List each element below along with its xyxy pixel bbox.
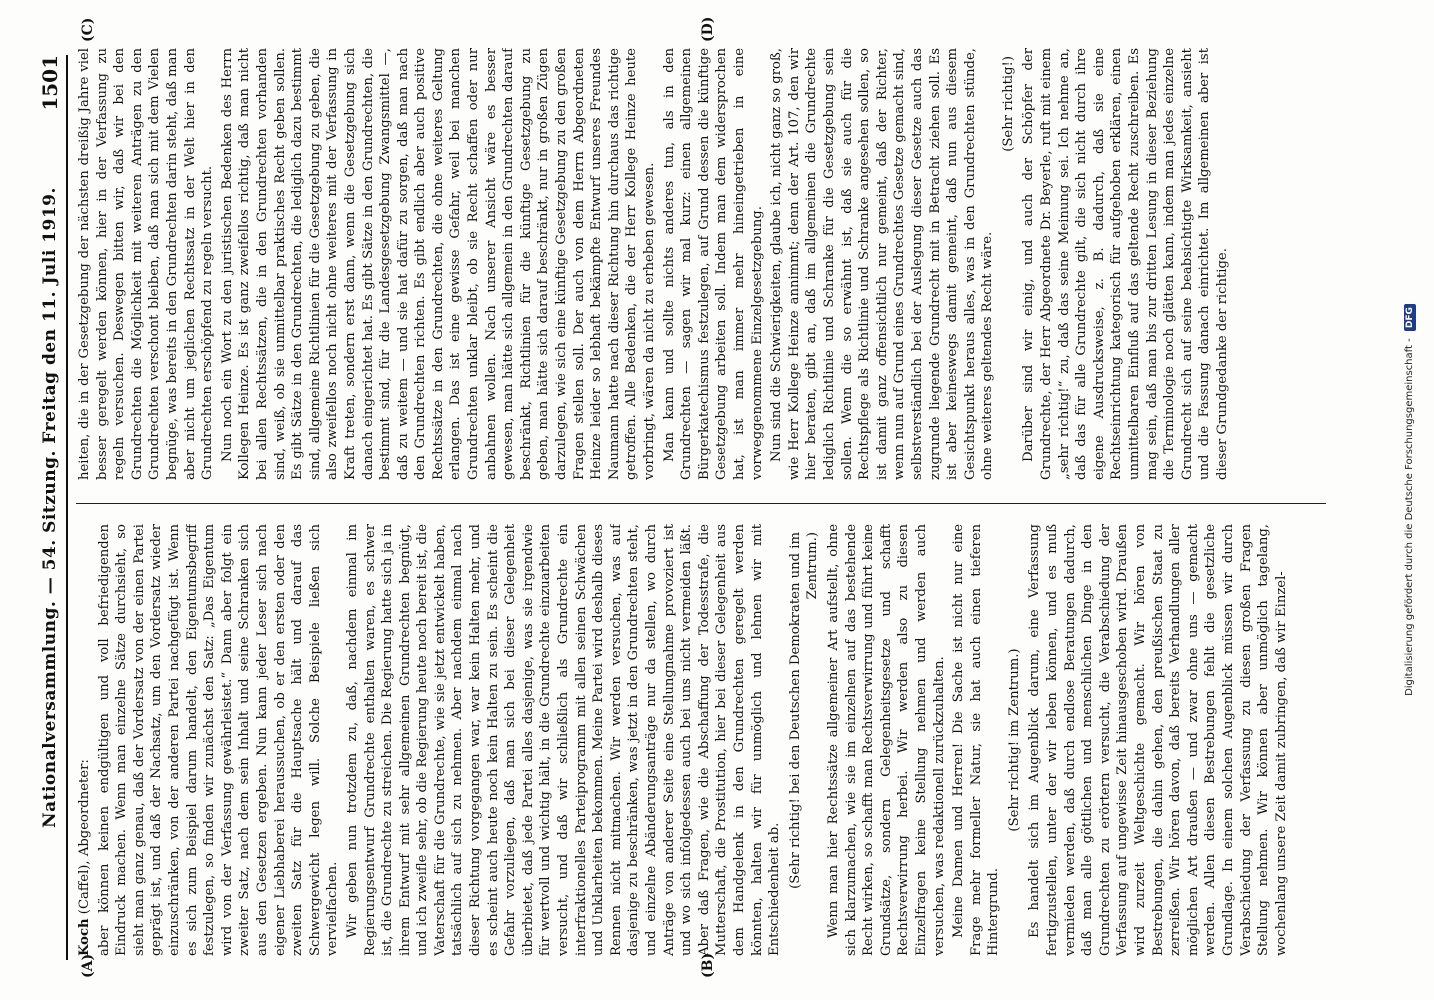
margin-mark-d: (D) bbox=[700, 16, 716, 42]
page-title: Nationalversammlung. — 54. Sitzung. Freitag den 11. Juli 1919. bbox=[40, 187, 60, 828]
right-text-column bbox=[76, 48, 1326, 480]
paragraph: Nun noch ein Wort zu den juristischen Bedenken des Herrn Kollegen Heinze. Es ist ganz zweifellos richtig, daß man nicht bei allen Rechtssätzen, die in den Grundrechten vorhanden sind, weiß, ob sie unmittelbar praktisches Recht geben sollen. Es gibt Sätze in den Grundrechten, die lediglich dazu bestimmt sind, allgemeine Richtlinien für die Gesetzgebung zu geben, die also zweifellos noch nicht ohne weiteres mit der Verfassung in Kraft treten, sondern erst dann, wenn die Gesetzgebung sich danach eingerichtet hat. Es gibt Sätze in den Grundrechten, die bestimmt sind, für die Landesgesetzgebung Zwangsmittel —, daß zu weitem — und sie hat dafür zu sorgen, daß man nach den Grundrechten richten. Es gibt endlich aber auch positive Rechtssätze in den Grundrechten, die ohne weiteres Geltung erlangen. Das ist eine gewisse Gefahr, weil bei manchen Grundrechten unklar bleibt, ob sie Recht schaffen oder nur anbahnen wollen. Nach unserer Ansicht wäre es besser gewesen, man hätte sich allgemein in den Grundrechten darauf beschränkt, Richtlinien für die künftige Gesetzgebung zu geben, man hätte sich darauf beschränkt, nur in großen Zügen darzulegen, wie sich eine künftige Gesetzgebung zu den großen Fragen stellen soll. Der auch von dem Herrn Abgeordneten Heinze leider so lebhaft bekämpfte Entwurf unseres Freundes Naumann hatte nach dieser Richtung hin durchaus das richtige getroffen. Alle Bedenken, die der Herr Kollege Heinze heute vorbringt, wären da nicht zu erheben gewesen. bbox=[219, 48, 657, 480]
paragraph: Wenn man hier Rechtssätze allgemeiner Art aufstellt, ohne sich klarzumachen, wie sie im einzelnen auf das bestehende Recht wirken, so schafft man Rechtsverwirrung und führt keine Grundsätze, sondern Gelegenheitsgesetze und schafft Rechtsverwirrung herbei. Wir werden also zu diesen Einzelfragen keine Stellung nehmen und werden auch versuchen, was redaktionell zurückzuhalten. bbox=[825, 524, 947, 956]
interjection: (Sehr richtig! im Zentrum.) bbox=[1006, 648, 1022, 832]
speaker-name: Koch bbox=[77, 918, 92, 956]
paragraph: Es handelt sich im Augenblick darum, eine Verfassung fertigzustellen, unter der wir leben können, und es muß vermieden werden, daß durch endlose Beratungen dadurch, daß man alle göttlichen und menschlichen Dinge in den Grundrechten zu erörtern versucht, die Verabschiedung der Verfassung auf ungewisse Zeit hinausgeschoben wird. Draußen wird zurzeit Weltgeschichte gemacht. Wir hören von Bestrebungen, die dahin gehen, den preußischen Staat zu zerreißen. Wir hören davon, daß bereits Verhandlungen aller möglichen Art draußen — und zwar ohne uns — gemacht werden. Allen diesen Bestrebungen fehlt die gesetzliche Grundlage. In einem solchen Augenblick müssen wir durch Verabschiedung der Verfassung zu diesen großen Fragen Stellung nehmen. Wir können aber unmöglich tagelang, wochenlang unsere Zeit damit zubringen, daß wir Einzel- bbox=[1027, 524, 1289, 956]
interjection: (Sehr richtig!) bbox=[1000, 56, 1016, 152]
paragraph: Meine Damen und Herren! Die Sache ist nicht nur eine Frage mehr formeller Natur, sie hat auch einen tieferen Hintergrund. bbox=[951, 524, 1002, 956]
dfg-logo: DFG bbox=[1404, 304, 1416, 331]
paragraph: heiten, die in der Gesetzgebung der nächsten dreißig Jahre viel besser geregelt werden können, hier in der Verfassung zu regeln versuchen. Deswegen bitten wir, daß wir bei den Grundrechten die Möglichkeit mit weiteren Anträgen zu den Grundrechten verschont bleiben, daß man sich mit dem Vielen begnüge, was bereits in den Grundrechten darin steht, daß man aber nicht um jeglichen Rechtssatz in der Welt hier in den Grundrechten erschöpfend zu regeln versucht. bbox=[77, 48, 216, 480]
page-number: 1501 bbox=[38, 55, 62, 111]
paragraph: Wir geben nun trotzdem zu, daß, nachdem einmal im Regierungsentwurf Grundrechte enthalten waren, es schwer ist, die Grundrechte zu streichen. Die Regierung hatte sich ja in ihrem Entwurf mit sehr allgemeinen Grundrechten begnügt, und ich zweifle sehr, ob die Regierung heute noch bereit ist, die Vaterschaft für die Grundrechte, wie sie jetzt entwickelt haben, tatsächlich auf sich zu nehmen. Aber nachdem einmal nach dieser Richtung vorgegangen war, war kein Halten mehr, und es scheint auch heute noch kein Halten zu sein. Es scheint die Gefahr vorzuliegen, daß man sich bei dieser Gelegenheit überbietet, daß jede Partei alles dasjenige, was sie irgendwie für wertvoll und wichtig hält, in die Grundrechte einzuarbeiten versucht, und daß wir schließlich als Grundrechte ein interfraktionelles Parteiprogramm mit allen seinen Schwächen und Unklarheiten bekommen. Meine Partei wird deshalb dieses Rennen nicht mitmachen. Wir werden versuchen, was auf dasjenige zu beschränken, was jetzt in den Grundrechten steht, und einzelne Abänderungsanträge nur da stellen, wo durch Anträge von anderer Seite eine Stellungnahme provoziert ist und wo sich infolgedessen auch bei uns nicht vermeiden läßt. Aber daß Fragen, wie die Abschaffung der Todesstrafe, die Mutterschaft, die Prostitution, hier bei dieser Gelegenheit aus dem Handgelenk in den Grundrechten geregelt werden könnten, halten wir für unmöglich und lehnen wir mit Entschiedenheit ab. bbox=[344, 524, 783, 956]
interjection: (Sehr richtig! bei den Deutschen Demokraten und im Zentrum.) bbox=[787, 532, 821, 889]
paragraph: aber können keinen endgültigen und voll befriedigenden Eindruck machen. Wenn man einzelne Sätze durchsieht, so sieht man ganz genau, daß der Vordersatz von der einen Partei geprägt ist, und daß der Nachsatz, um den Vordersatz wieder einzuschränken, von der anderen Partei nachgefügt ist. Wenn es sich zum Beispiel darum handelt, den Eigentumsbegriff festzulegen, so finden wir zunächst den Satz: „Das Eigentum wird von der Verfassung gewährleistet.“ Dann aber folgt ein zweiter Satz, nach dem sein Inhalt und seine Schranken sich aus den Gesetzen ergeben. Nun kann jeder Leser sich nach eigener Liebhaberei heraussuchen, ob er den ersten oder den zweiten Satz für die Hauptsache hält und darauf das Schwergewicht legen will. Solche Beispiele ließen sich vervielfachen. bbox=[96, 524, 341, 956]
paragraph: Nun sind die Schwierigkeiten, glaube ich, nicht ganz so groß, wie Herr Kollege Heinze annimmt; denn der Art. 107, den wir hier beraten, gibt an, daß im allgemeinen die Grundrechte lediglich Richtlinie und Schranke für die Gesetzgebung sein sollen. Wenn die so erwähnt ist, daß sie auch für die Rechtspflege als Richtlinie und Schranke angesehen sollen, so ist damit ganz offensichtlich nur gemeint, daß der Richter, wenn nun auf Grund eines Grundrechtes Gesetze gemacht sind, selbstverständlich bei der Auslegung dieser Gesetze auch das zugrunde liegende Grundrecht mit in Betracht ziehen soll. Es ist aber keineswegs damit gemeint, daß nun aus diesem Gesichtspunkt heraus alles, was in den Grundrechten stünde, ohne weiteres geltendes Recht wäre. bbox=[769, 48, 996, 480]
speaker-line bbox=[76, 524, 94, 956]
column-divider bbox=[76, 503, 1326, 504]
left-text-column bbox=[76, 524, 1326, 956]
margin-mark-c: (C) bbox=[80, 17, 96, 42]
digitization-footer bbox=[1404, 0, 1416, 1000]
speaker-note: (Caffel), Abgeordneter: bbox=[77, 759, 92, 915]
paragraph: Man kann und sollte nichts anderes tun, als in den Grundrechten — sagen wir mal kurz: einen allgemeinen Bürgerkatechismus festzulegen, auf Grund dessen die künftige Gesetzgebung arbeiten soll. Indem man dem widersprochen hat, ist man immer mehr hineingetrieben in eine vorweggenommene Einzelgesetzgebung. bbox=[661, 48, 765, 480]
paragraph: Darüber sind wir einig, und auch der Schöpfer der Grundrechte, der Herr Abgeordnete Dr. Beyerle, ruft mit einem „sehr richtig!“ zu, daß das seine Meinung sei. Ich nehme an, daß das für alle Grundrechte gilt, die sich nicht durch ihre eigene Ausdrucksweise, z. B. dadurch, daß sie eine Rechtseinrichtung kategorisch für aufgehoben erklären, einen unmittelbaren Einfluß auf das geltende Recht zuschreiben. Es mag sein, daß man bis zur dritten Lesung in dieser Beziehung die Terminologie noch glätten kann, indem man jedes einzelne Grundrecht sich auf seine beabsichtigte Wirksamkeit, ansieht und die Fassung danach einrichtet. Im allgemeinen aber ist dieser Grundgedanke der richtige. bbox=[1021, 48, 1230, 480]
footer-text: Digitalisierung gefördert durch die Deutsche Forschungsgemeinschaft - bbox=[1404, 338, 1415, 696]
margin-mark-b: (B) bbox=[700, 952, 716, 978]
margin-mark-a: (A) bbox=[80, 953, 96, 978]
page-header bbox=[38, 55, 68, 960]
